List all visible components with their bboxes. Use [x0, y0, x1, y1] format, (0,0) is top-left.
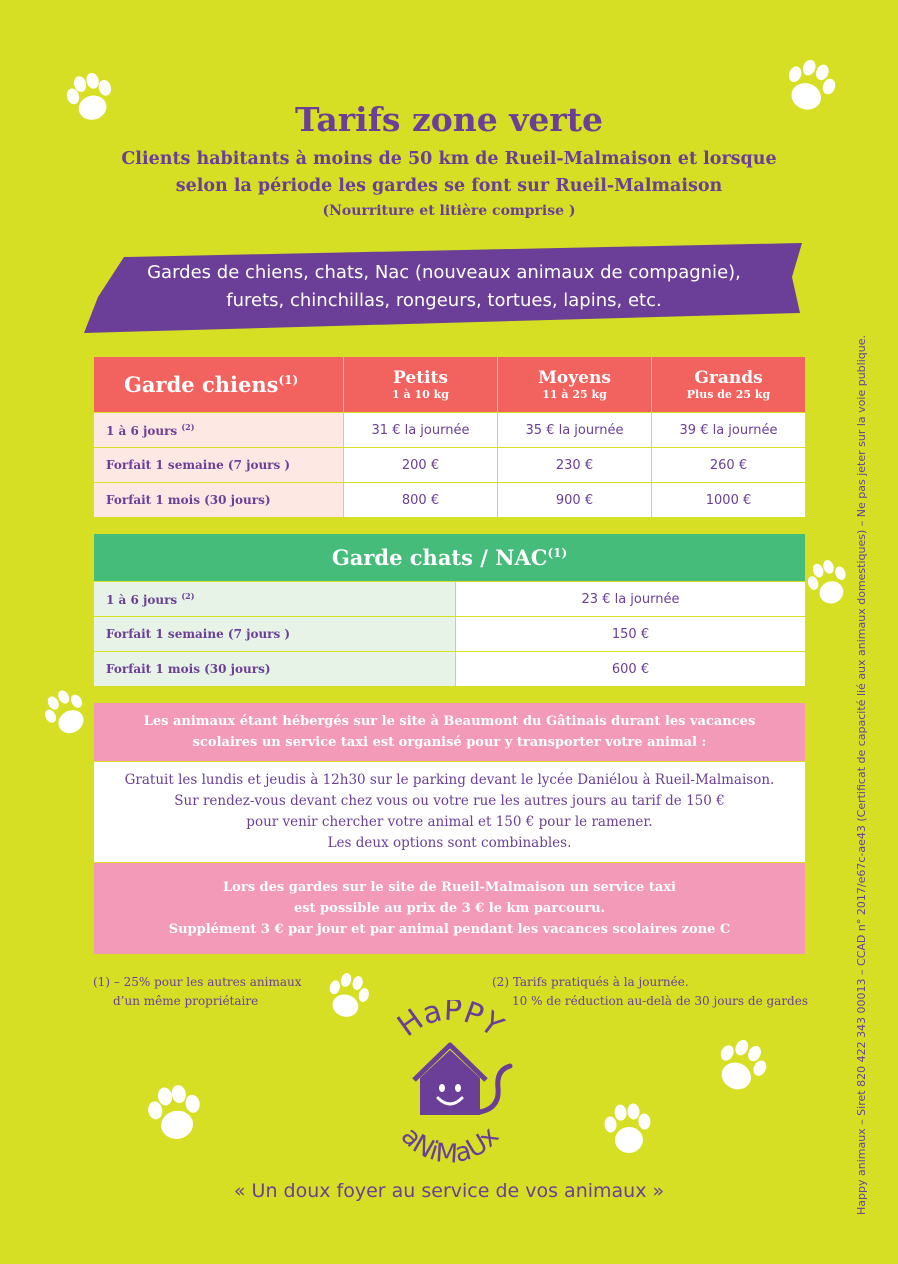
paw-print-icon [320, 968, 376, 1024]
table-row [94, 448, 806, 483]
price-cell: 39 € la journée [652, 413, 806, 448]
row-label: Forfait 1 semaine (7 jours ) [94, 448, 344, 483]
svg-text:aNiMaUx: aNiMaUx [394, 1121, 506, 1170]
footnote-1: (1) – 25% pour les autres animaux d’un même propriétaire [93, 975, 302, 1008]
dog-size-header: Petits 1 à 10 kg [344, 357, 498, 413]
slogan: « Un doux foyer au service de vos animaux » [233, 1180, 665, 1202]
table-row [94, 483, 806, 518]
subtitle-line: Clients habitants à moins de 50 km de Rueil-Malmaison et lorsque [121, 149, 777, 169]
svg-text:HaPPY: HaPPY [391, 1000, 510, 1045]
dog-table-title: Garde chiens$^{(1)}$ [94, 357, 344, 413]
page-title: Tarifs zone verte [295, 100, 603, 139]
paw-print-icon [38, 685, 94, 741]
happy-animaux-logo [370, 1000, 530, 1170]
price-cell: 600 € [456, 652, 806, 687]
cat-table-title: Garde chats / NAC$^{(1)}$ [94, 534, 806, 582]
row-label: 1 à 6 jours $^{(2)}$ [94, 582, 456, 617]
animals-banner [84, 243, 804, 333]
row-label: Forfait 1 mois (30 jours) [94, 483, 344, 518]
paw-print-icon [598, 1098, 658, 1160]
price-cell: 1000 € [652, 483, 806, 518]
price-cell: 800 € [344, 483, 498, 518]
price-cell: 35 € la journée [498, 413, 652, 448]
paw-print-icon [803, 555, 853, 611]
taxi-details: Gratuit les lundis et jeudis à 12h30 sur le parking devant le lycée Daniélou à Rueil-Malmaison. Sur rendez-vous devant chez vous ou votre rue les autres jours au tarif de 150 € pour venir chercher votre animal et 150 € pour le ramener. Les deux options sont combinables. [94, 762, 806, 863]
banner-line: Gardes de chiens, chats, Nac (nouveaux animaux de compagnie), [147, 262, 741, 283]
row-label: 1 à 6 jours $^{(2)}$ [94, 413, 344, 448]
subtitle-line: selon la période les gardes se font sur Rueil-Malmaison [175, 176, 723, 196]
price-cell: 23 € la journée [456, 582, 806, 617]
subtitle-note: (Nourriture et litière comprise ) [322, 203, 576, 219]
dog-size-header: Moyens 11 à 25 kg [498, 357, 652, 413]
paw-print-icon [708, 1035, 774, 1097]
dog-pricing-table [93, 356, 806, 518]
price-cell: 31 € la journée [344, 413, 498, 448]
table-row [94, 652, 806, 687]
table-row [94, 413, 806, 448]
paw-print-icon [140, 1080, 210, 1146]
table-row [94, 582, 806, 617]
table-row [94, 617, 806, 652]
legal-notice: Happy animaux – Siret 820 422 343 00013 – CCAD n° 2017/e67c-ae43 (Certificat de capacité lié aux animaux domestiques) – Ne pas jeter sur la voie publique. [855, 335, 868, 1215]
row-label: Forfait 1 semaine (7 jours ) [94, 617, 456, 652]
rueil-taxi-info: Lors des gardes sur le site de Rueil-Malmaison un service taxi est possible au prix de 3 € le km parcouru. Supplément 3 € par jour et par animal pendant les vacances scolaires zone C [94, 863, 806, 955]
price-cell: 150 € [456, 617, 806, 652]
price-cell: 900 € [498, 483, 652, 518]
page-subtitle [110, 146, 788, 200]
taxi-info-table [93, 702, 806, 955]
dog-size-header: Grands Plus de 25 kg [652, 357, 806, 413]
footnote-2: (2) Tarifs pratiqués à la journée. 10 % de réduction au-delà de 30 jours de gardes [492, 975, 808, 1008]
price-cell: 230 € [498, 448, 652, 483]
taxi-intro: Les animaux étant hébergés sur le site à Beaumont du Gâtinais durant les vacances scolaires un service taxi est organisé pour y transporter votre animal : [94, 703, 806, 762]
price-cell: 200 € [344, 448, 498, 483]
row-label: Forfait 1 mois (30 jours) [94, 652, 456, 687]
price-cell: 260 € [652, 448, 806, 483]
cat-nac-pricing-table [93, 533, 806, 687]
banner-line: furets, chinchillas, rongeurs, tortues, lapins, etc. [226, 290, 662, 311]
